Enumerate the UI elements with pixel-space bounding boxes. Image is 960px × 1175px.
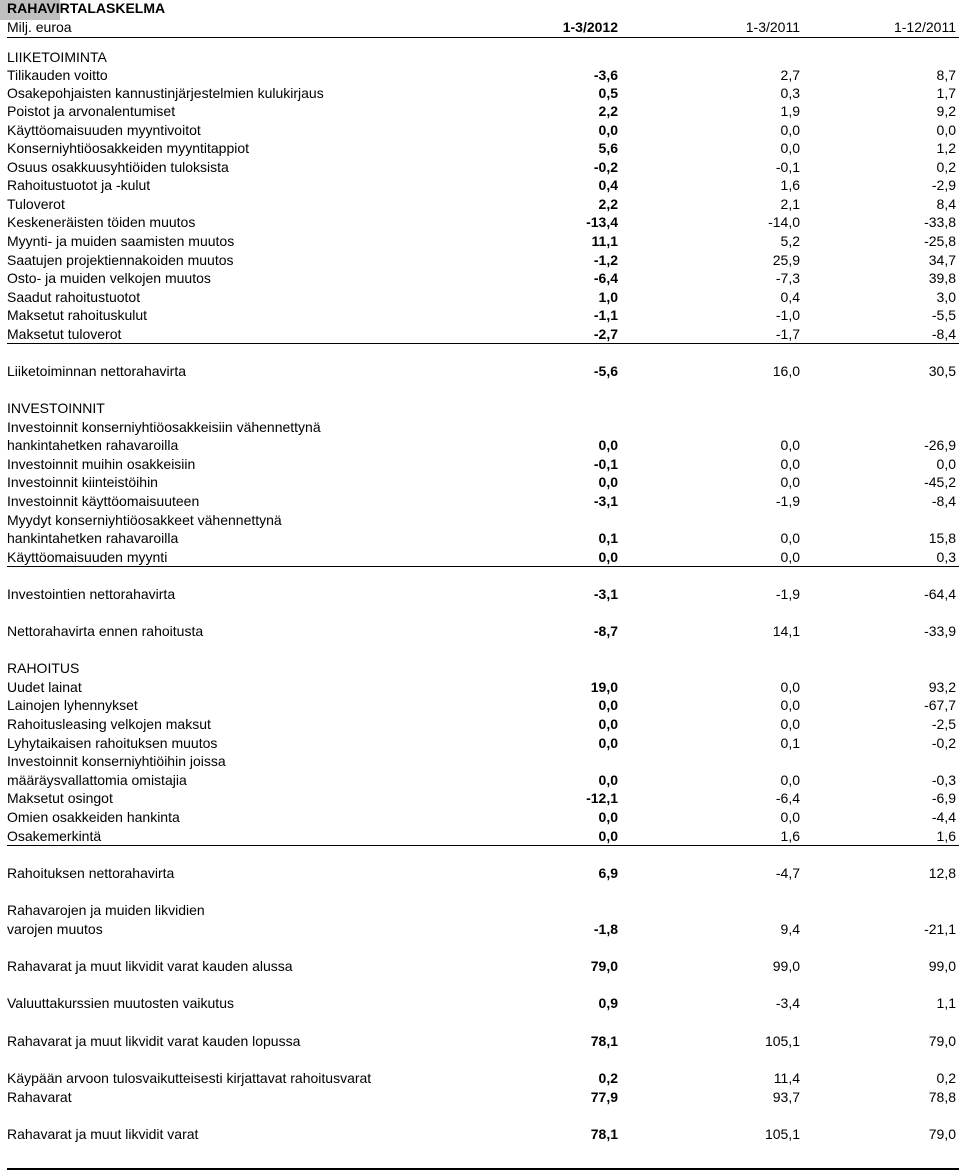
subtotal-rule [7,845,959,846]
row-label: hankintahetken rahavaroilla [7,437,179,453]
table-row [0,715,960,733]
row-label: Maksetut rahoituskulut [7,307,148,323]
row-label: Rahoitustuotot ja -kulut [7,177,151,193]
table-row [0,455,960,473]
row-label: Myynti- ja muiden saamisten muutos [7,233,235,249]
value-c3: -2,5 [931,716,956,732]
value-c3: 1,6 [936,828,956,844]
row-label: Investoinnit muihin osakkeisiin [7,456,196,472]
value-c3: -8,4 [931,493,956,509]
value-c1: 78,1 [590,1126,618,1142]
row-label: Osto- ja muiden velkojen muutos [7,270,211,286]
value-c2: 0,0 [780,679,800,695]
table-row [0,1069,960,1087]
value-c2: 1,6 [780,828,800,844]
value-c1: 78,1 [590,1033,618,1049]
table-row [0,957,960,975]
table-row [0,511,960,529]
unit-label: Milj. euroa [7,19,72,35]
value-c1: 6,9 [598,865,618,881]
value-c2: 0,3 [780,85,800,101]
value-c2: -14,0 [768,214,800,230]
value-c1: -0,2 [593,159,618,175]
table-row [0,418,960,436]
table-row [0,399,960,417]
table-row [0,84,960,102]
value-c2: -3,4 [775,995,800,1011]
value-c3: 0,0 [936,122,956,138]
value-c3: -0,2 [931,735,956,751]
row-label: Käyttöomaisuuden myyntivoitot [7,122,201,138]
value-c2: 0,4 [780,289,800,305]
value-c1: 77,9 [590,1089,618,1105]
value-c1: -3,1 [593,493,618,509]
value-c3: -33,9 [924,623,956,639]
value-c2: 2,7 [780,67,800,83]
value-c2: 0,0 [780,530,800,546]
table-row [0,901,960,919]
value-c1: -8,7 [593,623,618,639]
header-rule [7,37,959,38]
table-row [0,734,960,752]
value-c2: 16,0 [772,363,800,379]
value-c2: -7,3 [775,270,800,286]
table-row [0,251,960,269]
value-c1: -12,1 [586,790,618,806]
table-row [0,1125,960,1143]
value-c2: 0,0 [780,122,800,138]
value-c3: 79,0 [928,1126,956,1142]
value-c3: -33,8 [924,214,956,230]
value-c2: 0,0 [780,772,800,788]
value-c3: 3,0 [936,289,956,305]
subtotal-rule [7,343,959,344]
table-row [0,808,960,826]
row-label: Nettorahavirta ennen rahoitusta [7,623,204,639]
value-c3: -67,7 [924,697,956,713]
value-c3: 8,7 [936,67,956,83]
value-c1: 1,0 [598,289,618,305]
value-c3: 34,7 [928,252,956,268]
value-c1: 19,0 [590,679,618,695]
table-row [0,436,960,454]
value-c3: 0,2 [936,1070,956,1086]
value-c1: 0,0 [598,735,618,751]
table-row [0,678,960,696]
value-c3: 12,8 [928,865,956,881]
value-c1: 79,0 [590,958,618,974]
row-label: Rahavarojen ja muiden likvidien [7,902,205,918]
value-c2: 0,0 [780,809,800,825]
value-c2: 93,7 [772,1089,800,1105]
value-c1: 5,6 [598,140,618,156]
row-label: LIIKETOIMINTA [7,49,107,65]
value-c1: 0,5 [598,85,618,101]
value-c2: 11,4 [773,1070,800,1086]
value-c1: -1,1 [593,307,618,323]
value-c2: 25,9 [772,252,800,268]
row-label: Osakemerkintä [7,828,102,844]
table-row [0,696,960,714]
table-row [0,325,960,343]
value-c1: -0,1 [593,456,618,472]
table-row [0,66,960,84]
value-c3: 0,2 [936,159,956,175]
value-c3: -45,2 [924,474,956,490]
value-c3: 39,8 [928,270,956,286]
value-c1: -2,7 [593,326,618,342]
value-c3: -64,4 [924,586,956,602]
row-label: Tuloverot [7,196,65,212]
value-c2: 0,0 [780,697,800,713]
row-label: Käypään arvoon tulosvaikutteisesti kirjattavat rahoitusvarat [7,1070,372,1086]
value-c1: 2,2 [598,196,618,212]
value-c3: -8,4 [931,326,956,342]
row-label: Keskeneräisten töiden muutos [7,214,196,230]
value-c2: -1,0 [775,307,800,323]
row-label: Osakepohjaisten kannustinjärjestelmien kulukirjaus [7,85,324,101]
row-label: Investoinnit konserniyhtiöihin joissa [7,753,226,769]
table-row [0,306,960,324]
value-c2: 0,0 [780,437,800,453]
value-c1: -3,6 [593,67,618,83]
table-row [0,158,960,176]
row-label: Rahavarat ja muut likvidit varat kauden lopussa [7,1033,301,1049]
column-header-row [0,18,960,36]
row-label: Tilikauden voitto [7,67,108,83]
value-c3: 78,8 [928,1089,956,1105]
row-label: Investoinnit konserniyhtiöosakkeisiin vähennettynä [7,419,321,435]
document-title: RAHAVIRTALASKELMA [7,0,166,16]
row-label: Rahoitusleasing velkojen maksut [7,716,211,732]
value-c3: 1,7 [936,85,956,101]
table-row [0,195,960,213]
row-label: Rahavarat ja muut likvidit varat kauden alussa [7,958,293,974]
table-row [0,585,960,603]
column-header-2: 1-3/2011 [745,19,800,35]
value-c3: 15,8 [928,530,956,546]
row-label: Maksetut tuloverot [7,326,122,342]
value-c1: -5,6 [593,363,618,379]
value-c2: -1,9 [775,493,800,509]
table-row [0,789,960,807]
bottom-rule [7,1168,959,1170]
table-row [0,48,960,66]
value-c1: 0,9 [598,995,618,1011]
row-label: Investoinnit käyttöomaisuuteen [7,493,200,509]
row-label: Investointien nettorahavirta [7,586,176,602]
value-c2: 1,6 [780,177,800,193]
value-c3: 0,0 [936,456,956,472]
value-c3: -0,3 [931,772,956,788]
row-label: Lainojen lyhennykset [7,697,138,713]
row-label: Osuus osakkuusyhtiöiden tuloksista [7,159,229,175]
value-c2: 105,1 [764,1126,800,1142]
value-c3: 79,0 [928,1033,956,1049]
value-c1: -1,2 [593,252,618,268]
table-row [0,213,960,231]
value-c1: 0,0 [598,437,618,453]
table-row [0,121,960,139]
row-label: Saatujen projektiennakoiden muutos [7,252,234,268]
value-c3: 0,3 [936,549,956,565]
table-row [0,622,960,640]
value-c3: 1,1 [936,995,956,1011]
table-row [0,529,960,547]
value-c2: 0,0 [780,549,800,565]
row-label: Uudet lainat [7,679,82,695]
value-c2: 14,1 [772,623,800,639]
value-c1: -13,4 [586,214,618,230]
table-row [0,139,960,157]
value-c2: -4,7 [775,865,800,881]
table-row [0,232,960,250]
value-c2: -6,4 [775,790,800,806]
value-c3: -21,1 [924,921,956,937]
value-c2: 105,1 [764,1033,800,1049]
value-c1: 2,2 [598,103,618,119]
table-row [0,1088,960,1106]
row-label: Rahavarat [7,1089,72,1105]
value-c2: -1,7 [775,326,800,342]
row-label: hankintahetken rahavaroilla [7,530,179,546]
value-c2: 0,0 [780,140,800,156]
row-label: Lyhytaikaisen rahoituksen muutos [7,735,218,751]
table-row [0,920,960,938]
value-c1: 0,0 [598,549,618,565]
value-c1: 11,1 [591,233,618,249]
table-row [0,102,960,120]
value-c2: 9,4 [780,921,800,937]
value-c2: 5,2 [780,233,800,249]
value-c1: 0,2 [598,1070,618,1086]
value-c1: -1,8 [593,921,618,937]
value-c2: -1,9 [775,586,800,602]
value-c1: 0,0 [598,122,618,138]
value-c3: -2,9 [931,177,956,193]
row-label: Käyttöomaisuuden myynti [7,549,168,565]
row-label: Investoinnit kiinteistöihin [7,474,158,490]
row-label: Rahoituksen nettorahavirta [7,865,175,881]
table-row [0,288,960,306]
value-c3: -25,8 [924,233,956,249]
row-label: INVESTOINNIT [7,400,105,416]
value-c2: 0,0 [780,716,800,732]
row-label: Konserniyhtiöosakkeiden myyntitappiot [7,140,250,156]
subtotal-rule [7,566,959,567]
value-c1: 0,4 [598,177,618,193]
value-c3: 99,0 [928,958,956,974]
value-c2: -0,1 [775,159,800,175]
row-label: Saadut rahoitustuotot [7,289,141,305]
value-c3: 1,2 [936,140,956,156]
table-row [0,362,960,380]
row-label: varojen muutos [7,921,103,937]
value-c2: 2,1 [780,196,800,212]
value-c2: 0,0 [780,474,800,490]
row-label: Rahavarat ja muut likvidit varat [7,1126,199,1142]
value-c3: 9,2 [936,103,956,119]
row-label: Poistot ja arvonalentumiset [7,103,176,119]
value-c1: 0,0 [598,828,618,844]
table-row [0,1032,960,1050]
value-c1: 0,1 [598,530,618,546]
table-row [0,548,960,566]
table-row [0,827,960,845]
table-row [0,473,960,491]
value-c3: -26,9 [924,437,956,453]
column-header-3: 1-12/2011 [893,19,956,35]
table-row [0,752,960,770]
value-c1: 0,0 [598,809,618,825]
table-row [0,994,960,1012]
table-row [0,176,960,194]
value-c2: 0,1 [780,735,800,751]
value-c1: 0,0 [598,697,618,713]
value-c1: 0,0 [598,772,618,788]
row-label: Liiketoiminnan nettorahavirta [7,363,186,379]
table-row [0,269,960,287]
table-row [0,492,960,510]
row-label: Maksetut osingot [7,790,113,806]
table-row [0,659,960,677]
row-label: Valuuttakurssien muutosten vaikutus [7,995,234,1011]
value-c2: 99,0 [772,958,800,974]
value-c2: 0,0 [780,456,800,472]
value-c1: 0,0 [598,474,618,490]
row-label: Omien osakkeiden hankinta [7,809,180,825]
value-c2: 1,9 [780,103,800,119]
row-label: RAHOITUS [7,660,80,676]
row-label: määräysvallattomia omistajia [7,772,187,788]
value-c3: -6,9 [931,790,956,806]
row-label: Myydyt konserniyhtiöosakkeet vähennettynä [7,512,282,528]
value-c3: -5,5 [931,307,956,323]
value-c3: 93,2 [928,679,956,695]
value-c1: 0,0 [598,716,618,732]
table-row [0,864,960,882]
value-c1: -6,4 [593,270,618,286]
value-c3: 8,4 [936,196,956,212]
column-header-1: 1-3/2012 [562,19,618,35]
value-c3: 30,5 [928,363,956,379]
value-c3: -4,4 [931,809,956,825]
value-c1: -3,1 [593,586,618,602]
table-row [0,771,960,789]
